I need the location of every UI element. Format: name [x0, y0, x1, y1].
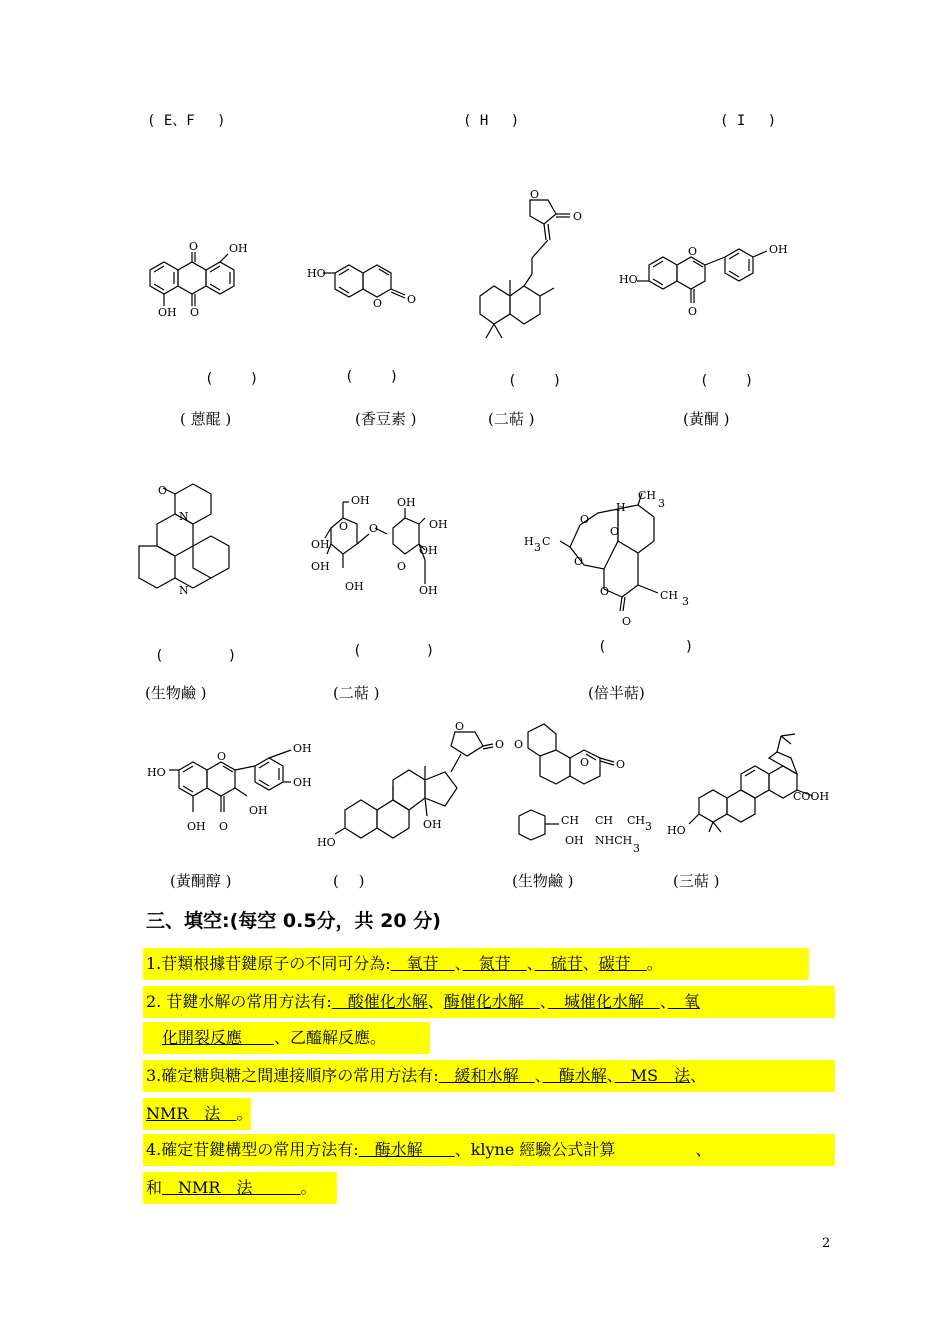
answer-artemisinin: (倍半萜)	[588, 684, 645, 702]
sugar-oh-f: OH	[429, 518, 448, 531]
blank-anthraquinone: ( )	[205, 371, 259, 387]
artemisinin-structure	[520, 485, 700, 630]
lactam-o: O	[158, 484, 168, 497]
artemisinin-sub3-top: 3	[658, 497, 665, 510]
sugar-oh-a: OH	[351, 494, 370, 507]
lactone-o: O	[600, 585, 610, 598]
flavonol-structure	[145, 738, 335, 843]
question-text: 。	[646, 954, 663, 973]
sugar-oh-b: OH	[311, 538, 330, 551]
question-text: 、	[695, 1140, 712, 1159]
flavonol-oh-4: OH	[187, 820, 206, 833]
question-text: 2. 苷鍵水解の常用方法有:	[146, 992, 332, 1011]
question-text: 、	[539, 992, 548, 1011]
ephedrine-sub-3: 3	[645, 820, 652, 833]
question-text: 、乙醯解反應。	[274, 1028, 387, 1047]
artemisinin-sub3-bottom: 3	[682, 595, 689, 608]
question-text: 、	[526, 954, 535, 973]
blank-coumarin: ( )	[345, 369, 399, 385]
blank-flavone: ( )	[700, 373, 754, 389]
answer-blank: NMR 法	[162, 1178, 301, 1197]
answer-blank: 酶催化水解	[443, 992, 540, 1011]
sugar-oh-g: OH	[419, 544, 438, 557]
flavone-structure	[615, 235, 815, 345]
answer-blank: 堿催化水解	[547, 992, 660, 1011]
question-text: 和	[146, 1178, 163, 1197]
label-i: ( I )	[720, 113, 777, 129]
ether-o: O	[574, 555, 584, 568]
blank-disaccharide: ( )	[353, 643, 435, 659]
artemisinin-h: H	[616, 501, 626, 514]
answer-blank: 酶水解	[358, 1140, 455, 1159]
fill-item-3-line-1	[146, 1065, 706, 1087]
question-text: 3.確定糖與糖之間連接順序の常用方法有:	[146, 1066, 439, 1085]
cardenolide-carbonyl-o: O	[495, 738, 505, 751]
answer-blank: 氮苷	[462, 954, 527, 973]
answer-blank: 碳苷	[598, 954, 647, 973]
hydroxyl-bottom: OH	[158, 306, 177, 319]
coumarin-structure	[305, 255, 435, 325]
fill-item-2-line-2	[146, 1027, 386, 1049]
flavone-carbonyl-o: O	[688, 305, 698, 318]
artemisinin-ch3-top: CH	[638, 489, 657, 502]
answer-coumarin: (香豆素 )	[355, 410, 417, 428]
answer-alkaloid: (生物鹼 )	[512, 872, 574, 890]
triterpene-cooh: COOH	[793, 790, 830, 803]
answer-flavone: (黃酮 )	[683, 410, 730, 428]
answer-disaccharide: (二萜 )	[333, 684, 380, 702]
hydroxyl-top: OH	[229, 242, 248, 255]
pyran-o: O	[514, 738, 524, 751]
fill-item-1-line-1	[146, 953, 663, 975]
flavonol-co-o: O	[219, 820, 229, 833]
answer-blank: 化開裂反應	[162, 1028, 275, 1047]
question-text: 、	[690, 1066, 707, 1085]
lactone-ring-o: O	[530, 188, 540, 201]
ephedrine-ch-2: CH	[595, 814, 614, 827]
question-text: 。	[300, 1178, 317, 1197]
carbonyl-o: O	[622, 615, 632, 628]
question-text: 。	[236, 1104, 253, 1123]
flavone-ring-o: O	[688, 245, 698, 258]
sugar-o-a: O	[339, 520, 349, 533]
cardenolide-structure	[315, 722, 515, 857]
page-number: 2	[822, 1236, 831, 1251]
flavonol-ring-o: O	[217, 750, 227, 763]
coumarin-ring-o: O	[373, 297, 383, 310]
answer-cardenolide: ( )	[333, 872, 365, 890]
cardenolide-ho: HO	[317, 836, 336, 849]
cardenolide-ring-o: O	[455, 720, 465, 733]
sugar-oh-c: OH	[311, 560, 330, 573]
artemisinin-h3c: H	[524, 535, 534, 548]
answer-diterpene: (二萜 )	[488, 410, 535, 428]
blank-diterpene: ( )	[508, 373, 562, 389]
triterpene-ho: HO	[667, 824, 686, 837]
matrine-structure	[135, 480, 245, 610]
triterpene-structure	[665, 730, 830, 840]
diterpene-lactone-structure	[470, 190, 610, 360]
coumarin-ho: HO	[307, 267, 326, 280]
flavone-ho: HO	[619, 273, 638, 286]
ephedrine-sub-3b: 3	[633, 842, 640, 855]
sugar-oh-h: OH	[419, 584, 438, 597]
lactone-carbonyl-o: O	[573, 210, 583, 223]
fill-item-4-line-2	[146, 1177, 316, 1199]
sugar-oh-e: OH	[397, 496, 416, 509]
flavonol-oh-3: OH	[249, 804, 268, 817]
answer-flavonol: (黃酮醇 )	[170, 872, 232, 890]
anthraquinone-structure	[140, 240, 260, 340]
question-text: 、	[659, 992, 668, 1011]
answer-blank: 酶水解	[542, 1066, 607, 1085]
flavonol-ho: HO	[147, 766, 166, 779]
sugar-oh-d: OH	[345, 580, 364, 593]
answer-blank: MS 法	[614, 1066, 691, 1085]
ephedrine-ch-3: CH	[627, 814, 646, 827]
question-text: 、	[606, 1066, 615, 1085]
nitrogen-1: N	[179, 510, 189, 523]
flavonol-oh-2: OH	[293, 776, 312, 789]
answer-blank: 酸催化水解	[331, 992, 428, 1011]
peroxide-o-1: O	[580, 513, 590, 526]
blank-matrine: ( )	[155, 648, 237, 664]
label-h: ( H )	[463, 113, 520, 129]
carbonyl-o-bottom: O	[190, 306, 200, 319]
artemisinin-ch3-bottom: CH	[660, 589, 679, 602]
nitrogen-2: N	[179, 584, 189, 597]
pyranocoumarin-structure	[510, 722, 640, 797]
answer-triterpene: (三萜 )	[673, 872, 720, 890]
artemisinin-sub3-left: 3	[534, 541, 541, 554]
answer-blank: 氧	[667, 992, 700, 1011]
question-text: 、klyne 經驗公式計算	[454, 1140, 696, 1159]
flavone-oh: OH	[769, 243, 788, 256]
ephedrine-oh: OH	[565, 834, 584, 847]
ephedrine-ch-1: CH	[561, 814, 580, 827]
cardenolide-oh: OH	[423, 818, 442, 831]
flavonol-oh-1: OH	[293, 742, 312, 755]
answer-blank: NMR 法	[146, 1104, 237, 1123]
answer-anthraquinone: ( 蒽醌 )	[180, 410, 232, 428]
question-text: 1.苷類根據苷鍵原子の不同可分為:	[146, 954, 391, 973]
coumarin-carbonyl-o: O	[407, 293, 417, 306]
fill-item-4-line-1	[146, 1139, 711, 1161]
answer-blank: 硫苷	[534, 954, 583, 973]
coumarin-ring-o-r3: O	[580, 756, 590, 769]
section-title: 三、填空:(每空 0.5分，共 20 分)	[146, 910, 441, 932]
glycosidic-o: O	[369, 522, 379, 535]
blank-artemisinin: ( )	[598, 639, 694, 655]
question-text: 、	[534, 1066, 543, 1085]
ephedrine-structure	[515, 806, 665, 856]
carbonyl-o-top: O	[189, 240, 199, 253]
question-text: 、	[454, 954, 463, 973]
sugar-o-b: O	[397, 560, 407, 573]
fill-item-2-line-1	[146, 991, 700, 1013]
answer-matrine: (生物鹼 )	[145, 684, 207, 702]
question-text	[146, 1028, 162, 1047]
question-text: 、	[427, 992, 444, 1011]
disaccharide-structure	[305, 488, 455, 603]
ephedrine-nhch: NHCH	[595, 834, 633, 847]
artemisinin-c: C	[542, 535, 551, 548]
question-text: 4.確定苷鍵構型の常用方法有:	[146, 1140, 359, 1159]
label-e-f: ( E、F )	[147, 113, 226, 129]
answer-blank: 氧苷	[390, 954, 455, 973]
coumarin-co-o-r3: O	[616, 758, 626, 771]
answer-blank: 緩和水解	[438, 1066, 535, 1085]
question-text: 、	[582, 954, 599, 973]
peroxide-o-2: O	[610, 525, 620, 538]
fill-item-3-line-2	[146, 1103, 252, 1125]
